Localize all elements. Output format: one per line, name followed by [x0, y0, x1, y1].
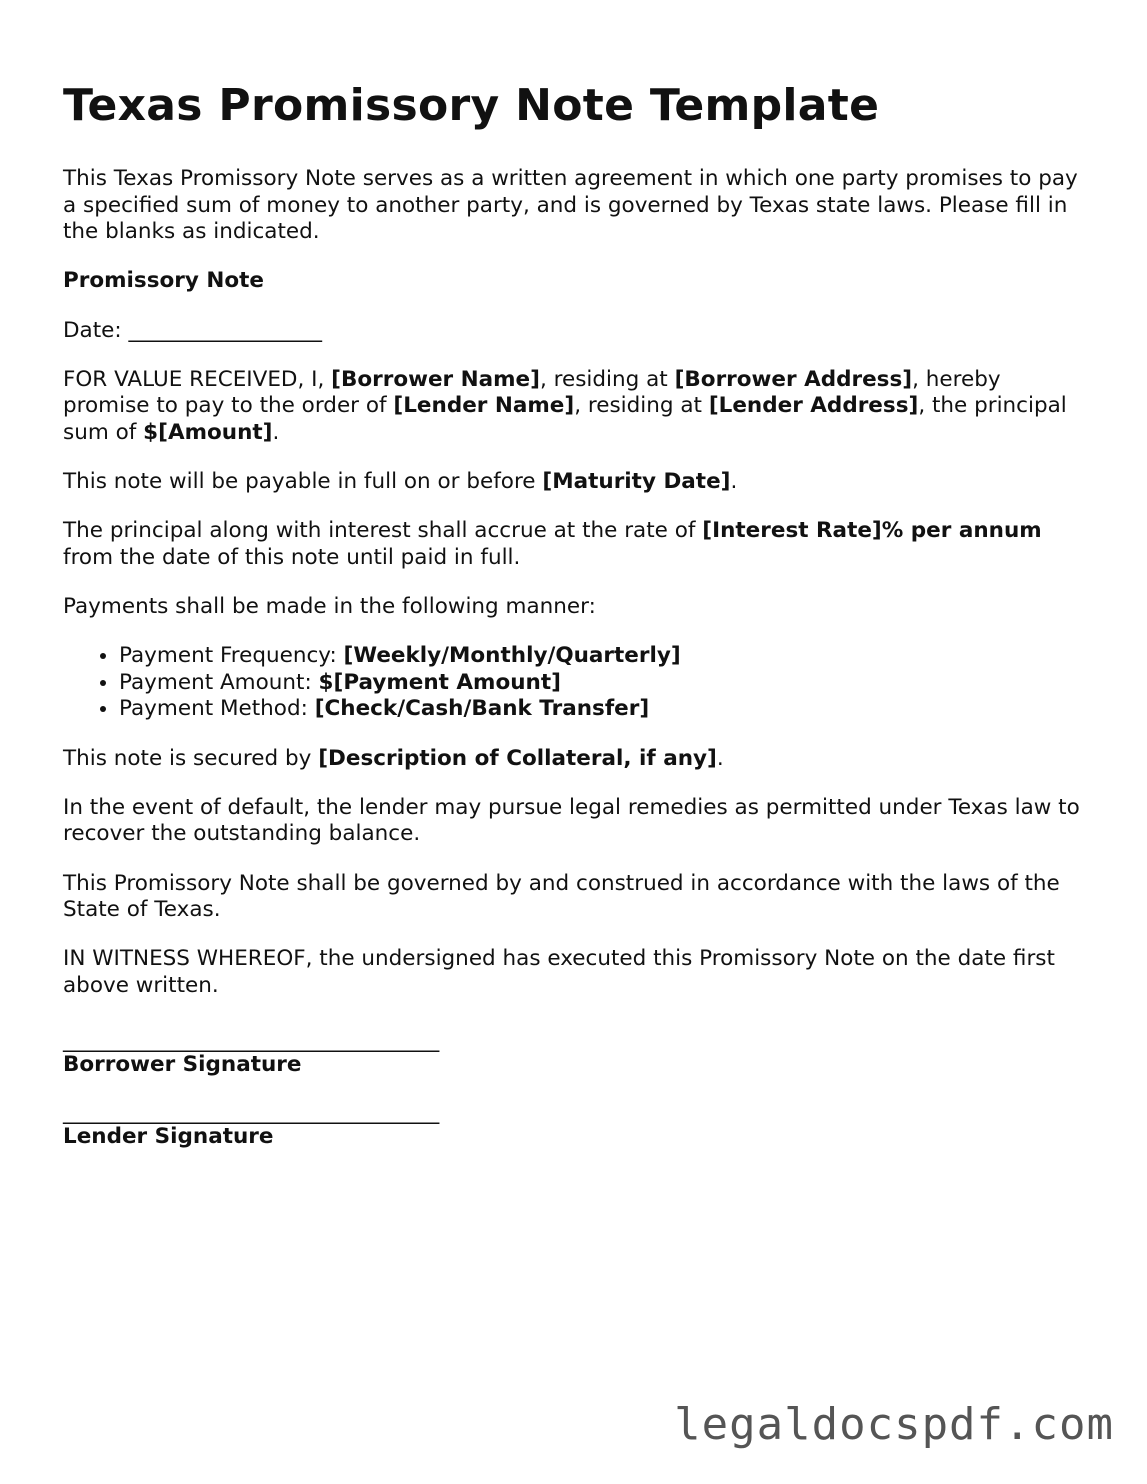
default-paragraph: In the event of default, the lender may pursue legal remedies as permitted under Texas law to recover the outstanding balance. — [63, 794, 1080, 847]
borrower-signature-label: Borrower Signature — [63, 1051, 302, 1077]
list-item: • Payment Amount: $[Payment Amount] — [119, 670, 1083, 697]
maturity-paragraph: This note will be payable in full on or before [Maturity Date]. — [63, 469, 738, 495]
witness-paragraph: IN WITNESS WHEREOF, the undersigned has executed this Promissory Note on the date first above written. — [63, 946, 1055, 998]
interest-paragraph: The principal along with interest shall accrue at the rate of [Interest Rate]% per annum from the date of this note until paid in full. — [63, 518, 1042, 570]
date-line: Date: __________________ — [63, 317, 322, 343]
payments-intro: Payments shall be made in the following manner: — [63, 594, 596, 620]
borrower-name-field: [Borrower Name] — [331, 366, 540, 392]
intro-paragraph: This Texas Promissory Note serves as a written agreement in which one party promises to pay a specified sum of money to another party, and is governed by Texas state laws. Please fill in the blanks as indicated. — [63, 166, 1078, 245]
section-heading: Promissory Note — [63, 268, 264, 294]
borrower-signature-line: ___________________________________ — [63, 1027, 440, 1053]
interest-rate-field: [Interest Rate]% per annum — [702, 518, 1042, 544]
lender-name-field: [Lender Name] — [393, 393, 575, 419]
amount-field: $[Amount] — [143, 419, 273, 445]
page-title: Texas Promissory Note Template — [63, 80, 880, 131]
governing-law-paragraph: This Promissory Note shall be governed by and construed in accordance with the laws of the State of Texas. — [63, 870, 1060, 923]
payments-list — [63, 643, 1083, 723]
signature-block — [63, 1027, 1083, 1151]
value-received-paragraph: FOR VALUE RECEIVED, I, [Borrower Name], residing at [Borrower Address], hereby promise to pay to the order of [Lender Name], residing at [Lender Address], the principal sum of $[Amount]. — [63, 366, 1067, 445]
secured-paragraph: This note is secured by [Description of Collateral, if any]. — [63, 745, 724, 771]
list-item: • Payment Method: [Check/Cash/Bank Transfer] — [119, 696, 1083, 723]
list-item: • Payment Frequency: [Weekly/Monthly/Quarterly] — [119, 643, 1083, 670]
lender-signature-label: Lender Signature — [63, 1124, 274, 1150]
lender-signature-line: ___________________________________ — [63, 1100, 440, 1126]
collateral-field: [Description of Collateral, if any] — [318, 745, 717, 771]
maturity-date-field: [Maturity Date] — [542, 469, 731, 495]
document-body — [63, 166, 1083, 1175]
borrower-address-field: [Borrower Address] — [674, 366, 913, 392]
watermark: legaldocspdf.com — [674, 1399, 1114, 1450]
lender-address-field: [Lender Address] — [708, 393, 919, 419]
